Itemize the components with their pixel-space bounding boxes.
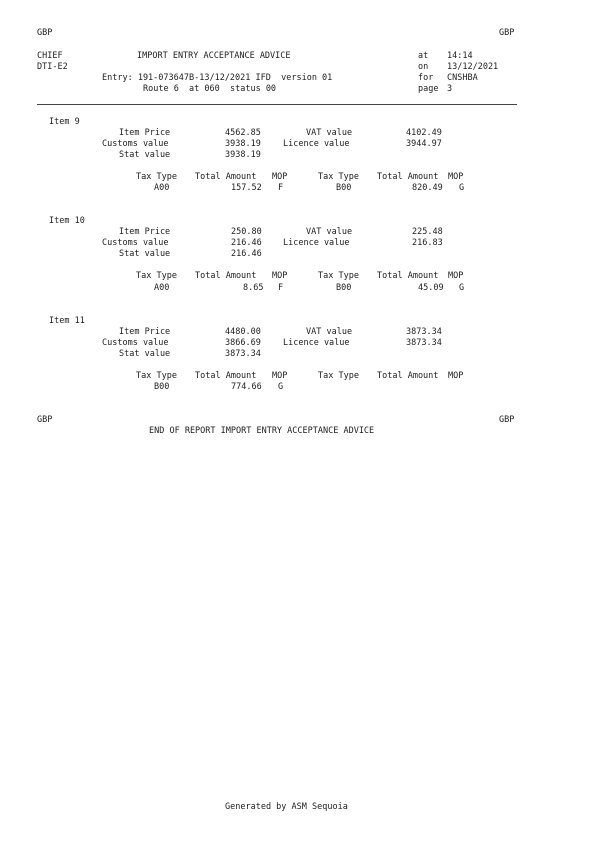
item-price-value: 250.80 bbox=[231, 227, 262, 237]
item-price-label: Item Price bbox=[119, 128, 171, 138]
tax-mop: F bbox=[278, 283, 284, 293]
tax-type-header: Tax Type bbox=[136, 172, 177, 182]
item-title: Item 9 bbox=[49, 117, 80, 127]
terminal-id: DTI-E2 bbox=[37, 62, 68, 72]
tax-type-header: Tax Type bbox=[318, 371, 359, 381]
licence-value: 3944.97 bbox=[406, 139, 442, 149]
stat-value-label: Stat value bbox=[119, 349, 171, 359]
page-number: 3 bbox=[447, 84, 453, 94]
mop-header: MOP bbox=[448, 271, 464, 281]
header-currency-right: GBP bbox=[499, 28, 515, 38]
stat-value-label: Stat value bbox=[119, 249, 171, 259]
customs-value-label: Customs value bbox=[102, 139, 169, 149]
at-label: at bbox=[418, 51, 429, 61]
tax-amount: 820.49 bbox=[412, 183, 443, 193]
tax-type: B00 bbox=[154, 382, 170, 392]
tax-type: B00 bbox=[336, 283, 352, 293]
on-label: on bbox=[418, 62, 429, 72]
tax-type-header: Tax Type bbox=[318, 271, 359, 281]
vat-value: 225.48 bbox=[412, 227, 443, 237]
at-value: 14:14 bbox=[447, 51, 473, 61]
total-amount-header: Total Amount bbox=[377, 172, 439, 182]
footer-currency-right: GBP bbox=[499, 415, 515, 425]
tax-amount: 774.66 bbox=[231, 382, 262, 392]
mop-header: MOP bbox=[272, 172, 288, 182]
licence-value: 216.83 bbox=[412, 238, 443, 248]
stat-value: 216.46 bbox=[231, 249, 262, 259]
tax-type: B00 bbox=[336, 183, 352, 193]
tax-mop: G bbox=[278, 382, 284, 392]
system-name: CHIEF bbox=[37, 51, 63, 61]
item-price-label: Item Price bbox=[119, 227, 171, 237]
mop-header: MOP bbox=[448, 371, 464, 381]
licence-value-label: Licence value bbox=[283, 238, 350, 248]
customs-value-label: Customs value bbox=[102, 238, 169, 248]
vat-value-label: VAT value bbox=[306, 128, 353, 138]
route-line: Route 6 at 060 status 00 bbox=[143, 84, 277, 94]
tax-amount: 157.52 bbox=[231, 183, 262, 193]
tax-amount: 8.65 bbox=[243, 283, 264, 293]
customs-value: 3938.19 bbox=[225, 139, 261, 149]
licence-value: 3873.34 bbox=[406, 338, 442, 348]
stat-value: 3938.19 bbox=[225, 150, 261, 160]
customs-value: 216.46 bbox=[231, 238, 262, 248]
licence-value-label: Licence value bbox=[283, 338, 350, 348]
end-of-report: END OF REPORT IMPORT ENTRY ACCEPTANCE ADVICE bbox=[149, 426, 375, 436]
report-title: IMPORT ENTRY ACCEPTANCE ADVICE bbox=[137, 51, 291, 61]
tax-type-header: Tax Type bbox=[136, 371, 177, 381]
mop-header: MOP bbox=[272, 371, 288, 381]
item-price-value: 4480.00 bbox=[225, 327, 261, 337]
vat-value: 3873.34 bbox=[406, 327, 442, 337]
tax-amount: 45.09 bbox=[418, 283, 444, 293]
licence-value-label: Licence value bbox=[283, 139, 350, 149]
page-label: page bbox=[418, 84, 439, 94]
tax-type: A00 bbox=[154, 283, 170, 293]
mop-header: MOP bbox=[272, 271, 288, 281]
for-label: for bbox=[418, 73, 434, 83]
vat-value-label: VAT value bbox=[306, 227, 353, 237]
tax-type-header: Tax Type bbox=[318, 172, 359, 182]
total-amount-header: Total Amount bbox=[195, 371, 257, 381]
tax-type: A00 bbox=[154, 183, 170, 193]
total-amount-header: Total Amount bbox=[195, 172, 257, 182]
footer-currency-left: GBP bbox=[37, 415, 53, 425]
stat-value: 3873.34 bbox=[225, 349, 261, 359]
mop-header: MOP bbox=[448, 172, 464, 182]
for-value: CNSHBA bbox=[447, 73, 478, 83]
tax-type-header: Tax Type bbox=[136, 271, 177, 281]
item-title: Item 10 bbox=[49, 216, 85, 226]
entry-line: Entry: 191-073647B-13/12/2021 IFD version 01 bbox=[102, 73, 333, 83]
item-title: Item 11 bbox=[49, 316, 85, 326]
customs-value-label: Customs value bbox=[102, 338, 169, 348]
item-price-value: 4562.85 bbox=[225, 128, 261, 138]
tax-mop: F bbox=[278, 183, 284, 193]
customs-value: 3866.69 bbox=[225, 338, 261, 348]
item-price-label: Item Price bbox=[119, 327, 171, 337]
stat-value-label: Stat value bbox=[119, 150, 171, 160]
vat-value-label: VAT value bbox=[306, 327, 353, 337]
tax-mop: G bbox=[459, 183, 465, 193]
header-currency-left: GBP bbox=[37, 28, 53, 38]
total-amount-header: Total Amount bbox=[377, 371, 439, 381]
on-value: 13/12/2021 bbox=[447, 62, 499, 72]
vat-value: 4102.49 bbox=[406, 128, 442, 138]
header-divider bbox=[37, 104, 517, 105]
total-amount-header: Total Amount bbox=[195, 271, 257, 281]
generated-by: Generated by ASM Sequoia bbox=[225, 802, 348, 812]
tax-mop: G bbox=[459, 283, 465, 293]
total-amount-header: Total Amount bbox=[377, 271, 439, 281]
